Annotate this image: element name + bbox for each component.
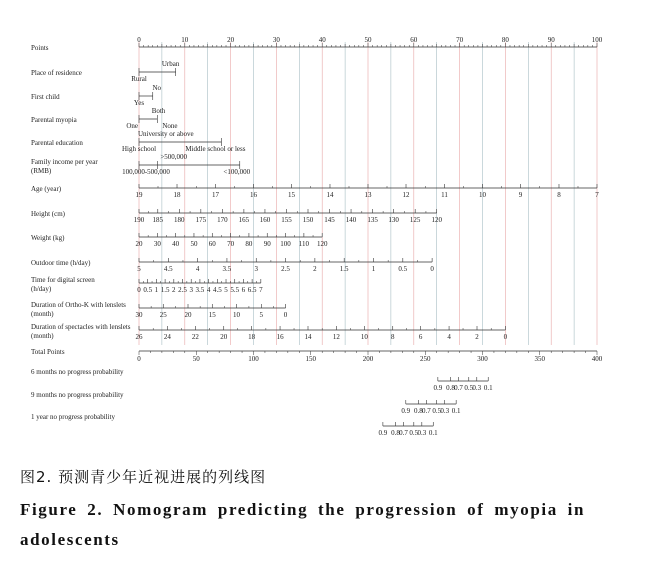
- predictor-tick-label: 2: [172, 286, 176, 294]
- predictor-tick-label: 170: [217, 216, 228, 224]
- predictor-tick-label: 8: [557, 191, 561, 199]
- predictor-tick-label: 180: [174, 216, 185, 224]
- predictor-tick-label: 4: [195, 265, 200, 273]
- predictor-tick-label: 17: [211, 191, 219, 199]
- predictor-tick-label: 1: [371, 265, 376, 273]
- predictor-tick-label: 125: [409, 216, 421, 224]
- level-label: University or above: [138, 130, 194, 138]
- predictor-tick-label: 10: [479, 191, 486, 199]
- predictor-tick-label: 19: [135, 191, 143, 199]
- predictor-tick-label: 5: [259, 311, 264, 319]
- predictor-tick-label: 24: [163, 333, 171, 341]
- figure-caption-english: Figure 2. Nomogram predicting the progression of myopia in adolescents: [20, 500, 586, 549]
- predictor-row: [136, 326, 508, 341]
- predictor-label: Place of residence: [31, 69, 82, 77]
- predictor-tick-label: 40: [172, 240, 180, 248]
- level-label: High school: [121, 145, 157, 153]
- predictor-label: Time for digital screen (h/day): [31, 276, 95, 293]
- predictor-tick-label: 140: [345, 216, 357, 224]
- level-label: 100,000-500,000: [122, 168, 170, 176]
- predictor-tick-label: 150: [302, 216, 314, 224]
- predictor-label: Weight (kg): [31, 234, 65, 242]
- predictor-tick-label: 185: [152, 216, 164, 224]
- predictor-tick-label: 8: [390, 333, 395, 341]
- predictor-tick-label: 7: [595, 191, 599, 199]
- predictor-tick-label: 130: [388, 216, 399, 224]
- figure-caption-chinese: 图2. 预测青少年近视进展的列线图: [20, 468, 267, 486]
- level-label: Rural: [131, 75, 147, 83]
- level-label: Middle school or less: [185, 145, 246, 153]
- predictor-tick-label: 22: [191, 333, 199, 341]
- predictor-tick-label: 2: [313, 265, 317, 273]
- points-tick-label: 10: [181, 36, 189, 44]
- total-points-tick-label: 300: [477, 355, 488, 363]
- predictor-tick-label: 15: [208, 311, 216, 319]
- predictor-tick-label: 0.5: [143, 286, 153, 294]
- total-points-tick-label: 200: [362, 355, 374, 363]
- outcome-label: 6 months no progress probability: [31, 368, 124, 376]
- predictor-tick-label: 2.5: [178, 286, 187, 294]
- predictor-tick-label: 1.5: [339, 265, 349, 273]
- level-label: >500,000: [160, 153, 188, 161]
- predictor-tick-label: 160: [259, 216, 271, 224]
- predictor-label: Age (year): [31, 185, 62, 193]
- outcome-tick-label: 0.3: [472, 384, 482, 392]
- outcome-tick-label: 0.8: [446, 384, 455, 392]
- predictor-tick-label: 145: [324, 216, 335, 224]
- outcome-row: [31, 368, 493, 392]
- outcome-tick-label: 0.3: [440, 407, 450, 415]
- predictor-tick-label: 12: [402, 191, 410, 199]
- predictor-tick-label: 18: [173, 191, 181, 199]
- level-label: None: [162, 122, 178, 130]
- predictor-label: Duration of Ortho-K with lenslets (month): [31, 301, 126, 318]
- outcome-tick-label: 0.1: [428, 429, 438, 437]
- predictor-label: First child: [31, 93, 60, 101]
- predictor-tick-label: 0.5: [398, 265, 408, 273]
- predictor-tick-label: 135: [367, 216, 378, 224]
- predictor-tick-label: 6: [418, 333, 423, 341]
- predictor-tick-label: 4.5: [212, 286, 222, 294]
- predictor-tick-label: 12: [332, 333, 340, 341]
- points-tick-label: 20: [227, 36, 235, 44]
- predictor-tick-label: 6.5: [247, 286, 257, 294]
- predictor-tick-label: 1.5: [160, 286, 170, 294]
- total-points-axis-label: Total Points: [31, 348, 65, 356]
- predictor-tick-label: 16: [276, 333, 284, 341]
- outcome-tick-label: 0.5: [409, 429, 419, 437]
- outcome-tick-label: 0.7: [422, 407, 431, 415]
- total-points-tick-label: 150: [305, 355, 316, 363]
- outcome-tick-label: 0.9: [378, 429, 388, 437]
- predictor-tick-label: 3.5: [195, 286, 205, 294]
- outcome-tick-label: 0.8: [414, 407, 423, 415]
- points-tick-label: 70: [456, 36, 464, 44]
- level-label: Urban: [161, 60, 180, 68]
- points-axis-label: Points: [31, 44, 49, 52]
- predictor-label: Parental myopia: [31, 116, 77, 124]
- predictor-tick-label: 120: [316, 240, 328, 248]
- predictor-tick-label: 60: [208, 240, 216, 248]
- predictor-tick-label: 4: [447, 333, 451, 341]
- outcome-tick-label: 0.5: [432, 407, 442, 415]
- level-label: No: [152, 84, 162, 92]
- level-label: Yes: [133, 99, 145, 107]
- predictor-tick-label: 100: [280, 240, 291, 248]
- total-points-tick-label: 250: [420, 355, 431, 363]
- predictor-tick-label: 0: [430, 265, 434, 273]
- predictor-label: Outdoor time (h/day): [31, 259, 91, 267]
- predictor-row: [134, 209, 443, 224]
- level-label: One: [126, 122, 138, 130]
- outcome-tick-label: 0.7: [399, 429, 408, 437]
- outcome-row: [31, 391, 461, 415]
- predictor-tick-label: 3: [254, 265, 258, 273]
- predictor-tick-label: 30: [153, 240, 161, 248]
- outcome-tick-label: 0.8: [391, 429, 400, 437]
- outcome-label: 1 year no progress probability: [31, 413, 115, 421]
- predictor-tick-label: 165: [238, 216, 250, 224]
- predictor-row: [136, 304, 288, 319]
- outcome-label: 9 months no progress probability: [31, 391, 124, 399]
- predictor-tick-label: 25: [159, 311, 167, 319]
- points-tick-label: 100: [591, 36, 603, 44]
- predictor-tick-label: 4: [206, 286, 211, 294]
- predictor-tick-label: 16: [250, 191, 257, 199]
- predictor-label: Duration of spectacles with lenslets (month): [31, 323, 131, 340]
- predictor-tick-label: 2.5: [281, 265, 290, 273]
- predictor-tick-label: 1: [154, 286, 159, 294]
- predictor-tick-label: 190: [133, 216, 145, 224]
- outcome-tick-label: 0.5: [464, 384, 474, 392]
- predictor-tick-label: 10: [233, 311, 241, 319]
- predictor-tick-label: 0: [503, 333, 508, 341]
- predictor-tick-label: 90: [263, 240, 271, 248]
- predictor-tick-label: 26: [135, 333, 143, 341]
- outcome-tick-label: 0.7: [454, 384, 463, 392]
- predictor-tick-label: 120: [431, 216, 442, 224]
- predictor-row: [126, 107, 177, 130]
- predictor-tick-label: 30: [135, 311, 143, 319]
- total-points-tick-label: 50: [192, 355, 200, 363]
- predictor-tick-label: 155: [281, 216, 292, 224]
- predictor-tick-label: 2: [475, 333, 479, 341]
- predictor-row: [137, 258, 434, 273]
- predictor-tick-label: 15: [288, 191, 296, 199]
- total-points-tick-label: 400: [591, 355, 603, 363]
- predictor-row: [134, 84, 162, 107]
- predictor-tick-label: 10: [360, 333, 368, 341]
- points-tick-label: 50: [364, 36, 372, 44]
- predictor-label: Family income per year (RMB): [31, 158, 98, 175]
- points-tick-label: 0: [137, 36, 141, 44]
- predictor-tick-label: 7: [259, 286, 263, 294]
- outcome-tick-label: 0.9: [433, 384, 443, 392]
- points-tick-label: 30: [272, 36, 280, 44]
- predictor-tick-label: 6: [241, 286, 246, 294]
- predictor-row: [122, 130, 246, 153]
- points-tick-label: 80: [501, 36, 509, 44]
- predictor-tick-label: 20: [220, 333, 228, 341]
- predictor-tick-label: 110: [298, 240, 310, 248]
- level-label: <100,000: [223, 168, 251, 176]
- predictor-row: [131, 60, 180, 83]
- outcome-row: [31, 413, 438, 437]
- predictor-tick-label: 3: [189, 286, 193, 294]
- outcome-tick-label: 0.1: [451, 407, 461, 415]
- predictor-tick-label: 9: [518, 191, 523, 199]
- predictor-tick-label: 175: [195, 216, 207, 224]
- predictor-tick-label: 14: [326, 191, 334, 199]
- predictor-tick-label: 5: [224, 286, 228, 294]
- predictor-tick-label: 3.5: [222, 265, 232, 273]
- predictor-tick-label: 4.5: [163, 265, 173, 273]
- total-points-tick-label: 350: [534, 355, 545, 363]
- predictor-tick-label: 50: [190, 240, 198, 248]
- predictor-tick-label: 11: [441, 191, 448, 199]
- predictor-row: [136, 184, 600, 199]
- outcome-tick-label: 0.3: [417, 429, 427, 437]
- outcome-tick-label: 0.1: [483, 384, 493, 392]
- level-label: Both: [151, 107, 166, 115]
- predictor-tick-label: 70: [227, 240, 235, 248]
- predictor-row: [137, 279, 263, 294]
- total-points-tick-label: 0: [137, 355, 141, 363]
- predictor-label: Height (cm): [31, 210, 66, 218]
- points-tick-label: 40: [318, 36, 326, 44]
- points-tick-label: 60: [410, 36, 418, 44]
- predictor-tick-label: 0: [283, 311, 288, 319]
- predictor-tick-label: 5.5: [230, 286, 240, 294]
- outcome-tick-label: 0.9: [401, 407, 411, 415]
- points-tick-label: 90: [547, 36, 555, 44]
- predictor-tick-label: 14: [304, 333, 312, 341]
- predictor-tick-label: 0: [137, 286, 141, 294]
- predictor-tick-label: 80: [245, 240, 253, 248]
- predictor-label: Parental education: [31, 139, 83, 147]
- predictor-row: [122, 153, 251, 176]
- predictor-tick-label: 20: [184, 311, 192, 319]
- predictor-tick-label: 20: [135, 240, 143, 248]
- total-points-tick-label: 100: [248, 355, 259, 363]
- predictor-tick-label: 5: [137, 265, 141, 273]
- predictor-tick-label: 18: [248, 333, 256, 341]
- predictor-tick-label: 13: [364, 191, 372, 199]
